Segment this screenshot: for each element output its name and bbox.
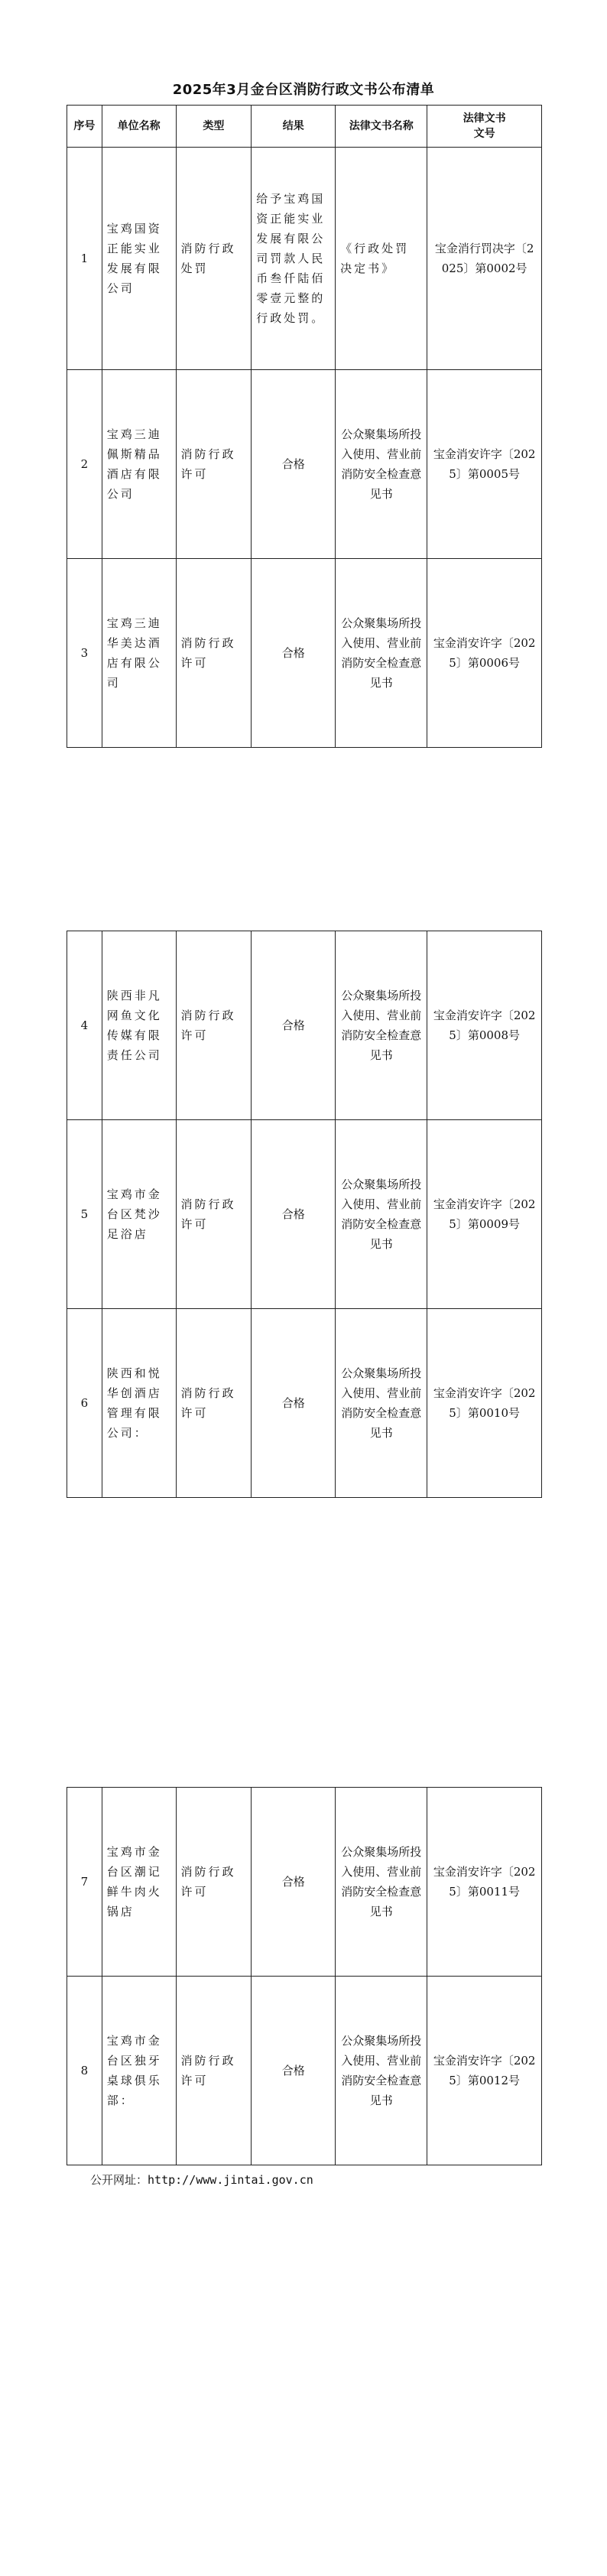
cell-result: 给予宝鸡国资正能实业发展有限公司罚款人民币叁仟陆佰零壹元整的行政处罚。 (252, 148, 336, 370)
cell-type: 消防行政许可 (176, 1788, 252, 1977)
table-page-1 (67, 105, 542, 748)
table-row (67, 559, 542, 748)
cell-unit: 陕西和悦华创酒店管理有限公司： (102, 1309, 176, 1498)
cell-unit: 宝鸡市金台区独牙桌球俱乐部： (102, 1977, 176, 2165)
cell-unit: 宝鸡市金台区潮记鲜牛肉火锅店 (102, 1788, 176, 1977)
table-row (67, 1788, 542, 1977)
table-header-row (67, 106, 542, 148)
table-page-3 (67, 1787, 542, 2165)
cell-no: 5 (67, 1120, 102, 1309)
cell-no: 7 (67, 1788, 102, 1977)
cell-type: 消防行政许可 (176, 559, 252, 748)
cell-no: 8 (67, 1977, 102, 2165)
cell-result: 合格 (252, 370, 336, 559)
cell-doc: 公众聚集场所投入使用、营业前消防安全检查意见书 (336, 1120, 427, 1309)
cell-result: 合格 (252, 1788, 336, 1977)
cell-result: 合格 (252, 931, 336, 1120)
footer-public-url (90, 2172, 313, 2188)
table-row (67, 148, 542, 370)
cell-unit: 宝鸡国资正能实业发展有限公司 (102, 148, 176, 370)
cell-doc: 《行政处罚决定书》 (336, 148, 427, 370)
cell-result: 合格 (252, 1120, 336, 1309)
cell-doc: 公众聚集场所投入使用、营业前消防安全检查意见书 (336, 559, 427, 748)
cell-doc: 公众聚集场所投入使用、营业前消防安全检查意见书 (336, 370, 427, 559)
cell-doc: 公众聚集场所投入使用、营业前消防安全检查意见书 (336, 1788, 427, 1977)
header-cell-result: 结果 (252, 106, 336, 148)
table-row (67, 1977, 542, 2165)
table-row (67, 370, 542, 559)
cell-type: 消防行政许可 (176, 931, 252, 1120)
cell-result: 合格 (252, 1309, 336, 1498)
cell-ref: 宝金消行罚决字〔2025〕第0002号 (427, 148, 542, 370)
cell-type: 消防行政处罚 (176, 148, 252, 370)
cell-ref: 宝金消安许字〔2025〕第0006号 (427, 559, 542, 748)
cell-doc: 公众聚集场所投入使用、营业前消防安全检查意见书 (336, 931, 427, 1120)
cell-unit: 宝鸡三迪佩斯精品酒店有限公司 (102, 370, 176, 559)
footer-label: 公开网址： (90, 2173, 148, 2187)
cell-doc: 公众聚集场所投入使用、营业前消防安全检查意见书 (336, 1309, 427, 1498)
cell-type: 消防行政许可 (176, 370, 252, 559)
table-page-2 (67, 931, 542, 1498)
table-row (67, 931, 542, 1120)
header-cell-no: 序号 (67, 106, 102, 148)
cell-ref: 宝金消安许字〔2025〕第0005号 (427, 370, 542, 559)
page-title: 2025年3月金台区消防行政文书公布清单 (172, 82, 435, 98)
cell-no: 6 (67, 1309, 102, 1498)
cell-no: 4 (67, 931, 102, 1120)
cell-result: 合格 (252, 559, 336, 748)
cell-ref: 宝金消安许字〔2025〕第0008号 (427, 931, 542, 1120)
table-row (67, 1120, 542, 1309)
header-cell-unit: 单位名称 (102, 106, 176, 148)
cell-no: 3 (67, 559, 102, 748)
cell-type: 消防行政许可 (176, 1309, 252, 1498)
cell-type: 消防行政许可 (176, 1120, 252, 1309)
cell-ref: 宝金消安许字〔2025〕第0009号 (427, 1120, 542, 1309)
cell-no: 2 (67, 370, 102, 559)
cell-no: 1 (67, 148, 102, 370)
header-cell-doc: 法律文书名称 (336, 106, 427, 148)
cell-ref: 宝金消安许字〔2025〕第0010号 (427, 1309, 542, 1498)
cell-doc: 公众聚集场所投入使用、营业前消防安全检查意见书 (336, 1977, 427, 2165)
cell-unit: 宝鸡市金台区梵沙足浴店 (102, 1120, 176, 1309)
cell-ref: 宝金消安许字〔2025〕第0011号 (427, 1788, 542, 1977)
cell-ref: 宝金消安许字〔2025〕第0012号 (427, 1977, 542, 2165)
footer-url-link[interactable]: http://www.jintai.gov.cn (148, 2173, 313, 2187)
header-cell-ref: 法律文书 文号 (427, 106, 542, 148)
header-cell-type: 类型 (176, 106, 252, 148)
cell-unit: 陕西非凡网鱼文化传媒有限责任公司 (102, 931, 176, 1120)
cell-result: 合格 (252, 1977, 336, 2165)
cell-unit: 宝鸡三迪华美达酒店有限公司 (102, 559, 176, 748)
table-row (67, 1309, 542, 1498)
cell-type: 消防行政许可 (176, 1977, 252, 2165)
